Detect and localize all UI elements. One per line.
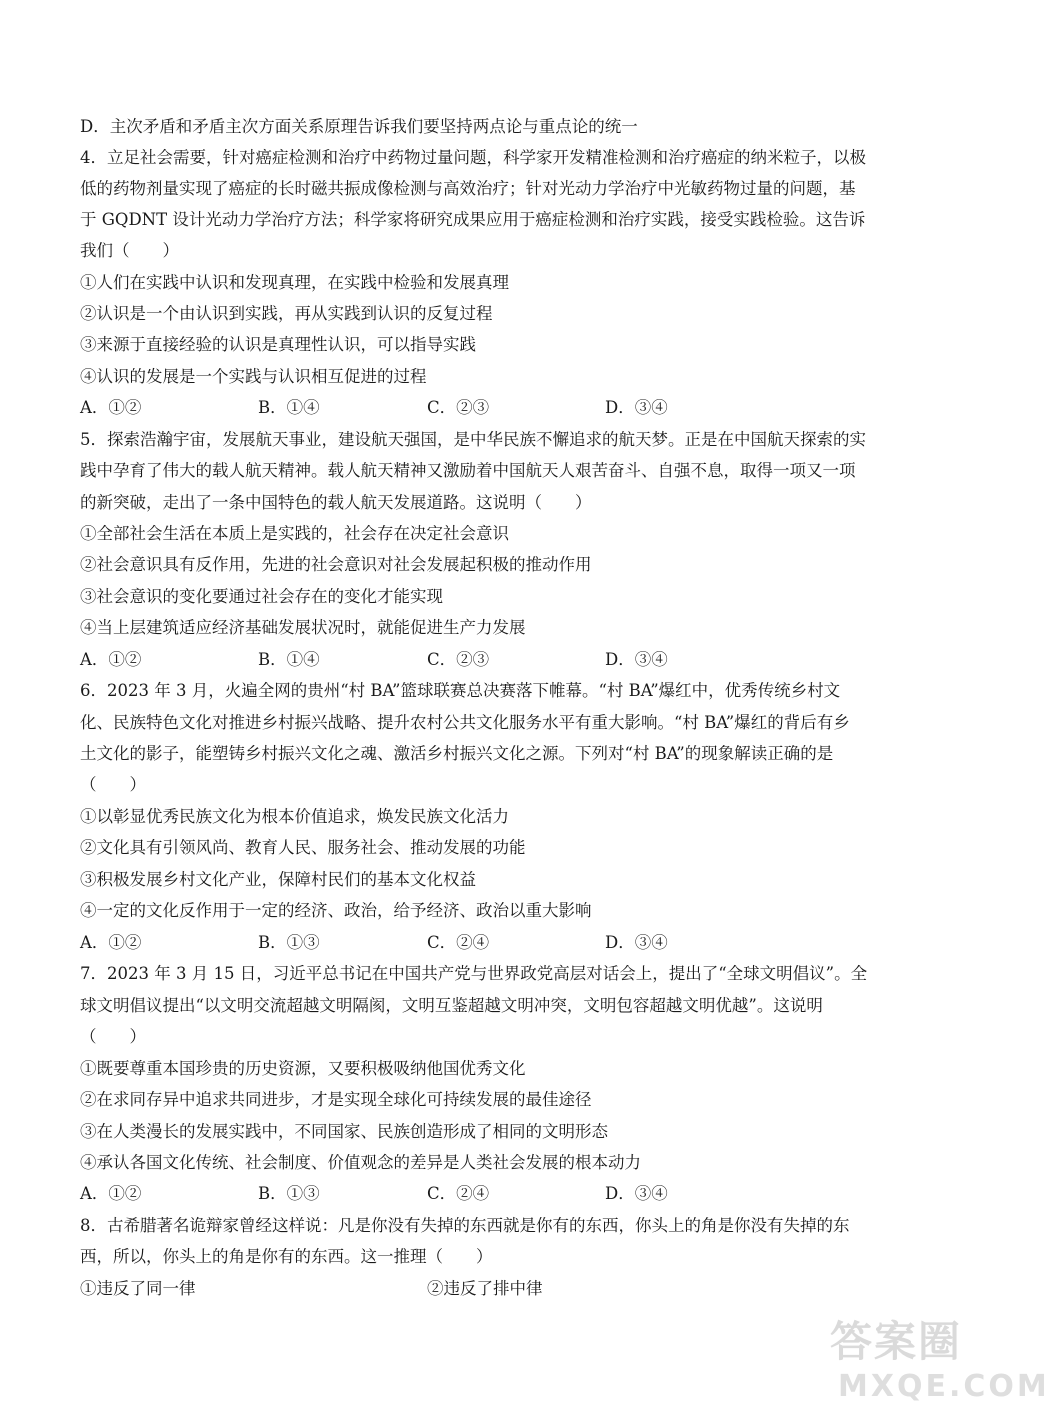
- q7-choice-a: A．①②: [80, 1184, 142, 1203]
- q5-choices: [80, 644, 930, 675]
- q6-statement-4: ④一定的文化反作用于一定的经济、政治，给予经济、政治以重大影响: [80, 901, 592, 920]
- q4-statement-3: ③来源于直接经验的认识是真理性认识，可以指导实践: [80, 335, 476, 354]
- q6-choices: [80, 927, 930, 958]
- q7-choice-b: B．①③: [258, 1184, 320, 1203]
- q4-choice-b: B．①④: [258, 398, 320, 417]
- q6-choice-c: C．②④: [427, 933, 490, 952]
- q4-stem-line-4: 我们（ ）: [80, 241, 179, 260]
- q6-stem-line-3: 土文化的影子，能塑铸乡村振兴文化之魂、激活乡村振兴文化之源。下列对“村 BA”的现象解读正确的是: [80, 744, 834, 763]
- q4-choice-c: C．②③: [427, 398, 490, 417]
- q4-stem-line-2: 低的药物剂量实现了癌症的长时磁共振成像检测与高效治疗；针对光动力学治疗中光敏药物过量的问题，基: [80, 179, 856, 198]
- watermark-text-top: 答案圈: [830, 1317, 963, 1366]
- q5-stem-line-2: 践中孕育了伟大的载人航天精神。载人航天精神又激励着中国航天人艰苦奋斗、自强不息，取得一项又一项: [80, 461, 856, 480]
- q7-statement-4: ④承认各国文化传统、社会制度、价值观念的差异是人类社会发展的根本动力: [80, 1153, 641, 1172]
- q4-statement-2: ②认识是一个由认识到实践，再从实践到认识的反复过程: [80, 304, 493, 323]
- q5-statement-1: ①全部社会生活在本质上是实践的，社会存在决定社会意识: [80, 524, 509, 543]
- q5-stem-line-3: 的新突破，走出了一条中国特色的载人航天发展道路。这说明（ ）: [80, 493, 592, 512]
- q6-choice-a: A．①②: [80, 933, 142, 952]
- q5-statement-4: ④当上层建筑适应经济基础发展状况时，就能促进生产力发展: [80, 618, 526, 637]
- q6-choice-b: B．①③: [258, 933, 320, 952]
- q5-choice-d: D．③④: [605, 650, 668, 669]
- q7-choices: [80, 1178, 930, 1209]
- q6-choice-d: D．③④: [605, 933, 668, 952]
- q7-statement-1: ①既要尊重本国珍贵的历史资源，又要积极吸纳他国优秀文化: [80, 1059, 526, 1078]
- q8-statement-1: ①违反了同一律: [80, 1279, 196, 1298]
- q5-choice-b: B．①④: [258, 650, 320, 669]
- q3-option-d: D．主次矛盾和矛盾主次方面关系原理告诉我们要坚持两点论与重点论的统一: [80, 117, 638, 136]
- q6-stem-line-1: 6．2023 年 3 月，火遍全网的贵州“村 BA”篮球联赛总决赛落下帷幕。“村 BA”爆红中，优秀传统乡村文: [80, 681, 841, 700]
- q5-statement-3: ③社会意识的变化要通过社会存在的变化才能实现: [80, 587, 443, 606]
- watermark-text-bottom: MXQE.COM: [838, 1369, 1050, 1404]
- q7-stem-line-1: 7．2023 年 3 月 15 日，习近平总书记在中国共产党与世界政党高层对话会上，提出了“全球文明倡议”。全: [80, 964, 868, 983]
- q4-stem-line-1: 4．立足社会需要，针对癌症检测和治疗中药物过量问题，科学家开发精准检测和治疗癌症的纳米粒子，以极: [80, 148, 866, 167]
- q6-statement-2: ②文化具有引领风尚、教育人民、服务社会、推动发展的功能: [80, 838, 526, 857]
- q5-statement-2: ②社会意识具有反作用，先进的社会意识对社会发展起积极的推动作用: [80, 555, 592, 574]
- q8-statement-2: ②违反了排中律: [427, 1279, 543, 1298]
- q6-stem-line-2: 化、民族特色文化对推进乡村振兴战略、提升农村公共文化服务水平有重大影响。“村 BA”爆红的背后有乡: [80, 713, 850, 732]
- q7-choice-c: C．②④: [427, 1184, 490, 1203]
- q5-stem-line-1: 5．探索浩瀚宇宙，发展航天事业，建设航天强国，是中华民族不懈追求的航天梦。正是在中国航天探索的实: [80, 430, 866, 449]
- q7-statement-3: ③在人类漫长的发展实践中，不同国家、民族创造形成了相同的文明形态: [80, 1122, 608, 1141]
- q4-stem-line-3: 于 GQDNT 设计光动力学治疗方法；科学家将研究成果应用于癌症检测和治疗实践，接受实践检验。这告诉: [80, 210, 866, 229]
- q4-choice-a: A．①②: [80, 398, 142, 417]
- q4-choices: [80, 392, 930, 423]
- q7-stem-line-3: （ ）: [80, 1027, 146, 1046]
- q7-statement-2: ②在求同存异中追求共同进步，才是实现全球化可持续发展的最佳途径: [80, 1090, 592, 1109]
- q4-statement-1: ①人们在实践中认识和发现真理，在实践中检验和发展真理: [80, 273, 509, 292]
- q8-statements: [80, 1273, 930, 1304]
- q4-statement-4: ④认识的发展是一个实践与认识相互促进的过程: [80, 367, 427, 386]
- q6-stem-line-4: （ ）: [80, 775, 146, 794]
- q8-stem-line-2: 西，所以，你头上的角是你有的东西。这一推理（ ）: [80, 1247, 493, 1266]
- q8-stem-line-1: 8．古希腊著名诡辩家曾经这样说：凡是你没有失掉的东西就是你有的东西，你头上的角是你没有失掉的东: [80, 1216, 850, 1235]
- watermark-logo: [830, 1317, 1050, 1408]
- q6-statement-1: ①以彰显优秀民族文化为根本价值追求，焕发民族文化活力: [80, 807, 509, 826]
- q5-choice-c: C．②③: [427, 650, 490, 669]
- q7-choice-d: D．③④: [605, 1184, 668, 1203]
- q6-statement-3: ③积极发展乡村文化产业，保障村民们的基本文化权益: [80, 870, 476, 889]
- q5-choice-a: A．①②: [80, 650, 142, 669]
- q7-stem-line-2: 球文明倡议提出“以文明交流超越文明隔阂，文明互鉴超越文明冲突，文明包容超越文明优越”。这说明: [80, 996, 823, 1015]
- q4-choice-d: D．③④: [605, 398, 668, 417]
